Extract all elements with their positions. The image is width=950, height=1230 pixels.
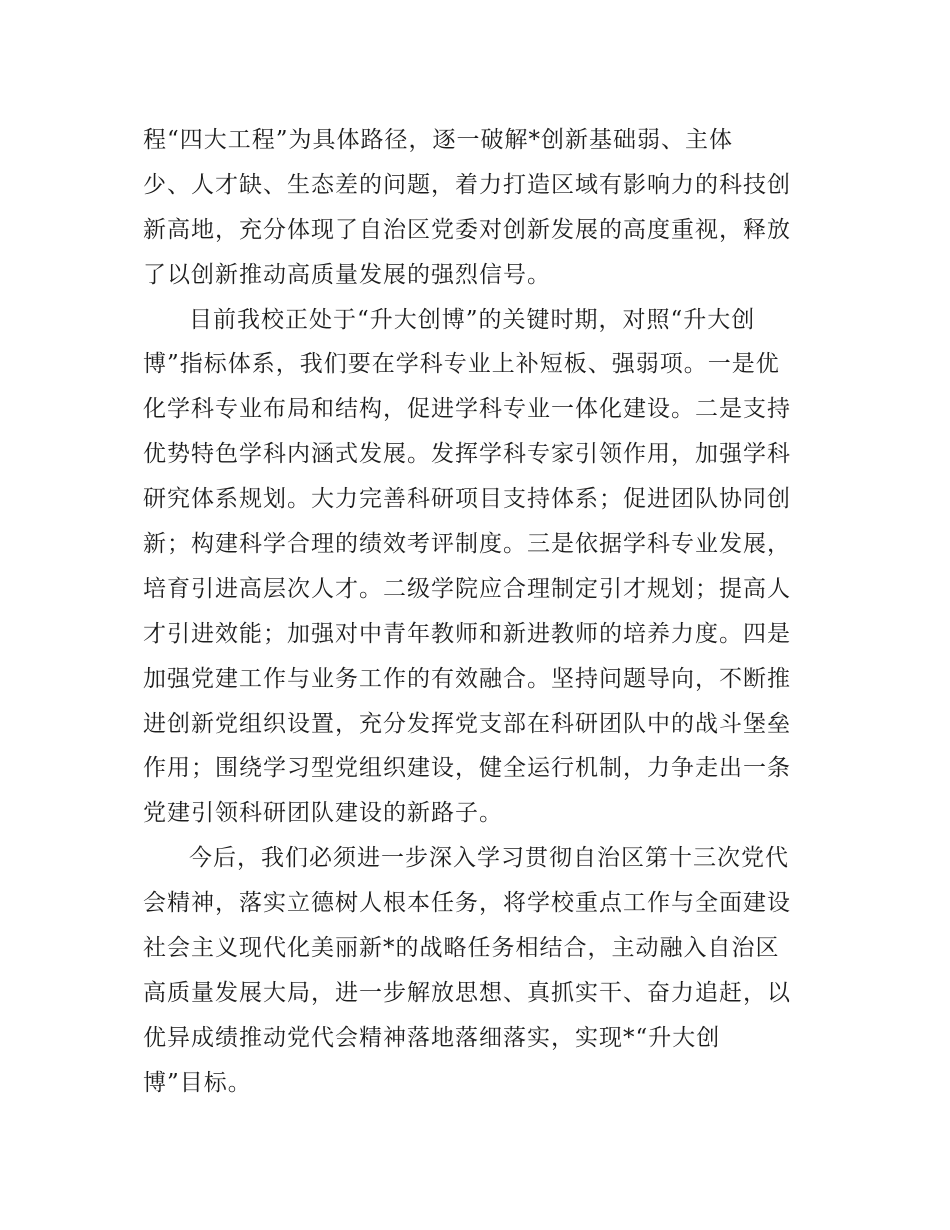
text-line: 优异成绩推动党代会精神落地落细落实，实现*“升大创 — [143, 1024, 721, 1051]
text-line: 博”目标。 — [143, 1069, 252, 1096]
text-line: 今后，我们必须进一步深入学习贯彻自治区第十三次党代 — [189, 845, 789, 872]
text-line: 社会主义现代化美丽新*的战略任务相结合，主动融入自治区 — [143, 935, 780, 962]
text-line: 优势特色学科内涵式发展。发挥学科专家引领作用，加强学科 — [143, 441, 791, 468]
text-line: 作用；围绕学习型党组织建设，健全运行机制，力争走出一条 — [143, 755, 791, 782]
text-line: 加强党建工作与业务工作的有效融合。坚持问题导向，不断推 — [143, 665, 791, 692]
text-line: 高质量发展大局，进一步解放思想、真抓实干、奋力追赶，以 — [143, 979, 791, 1006]
text-line: 化学科专业布局和结构，促进学科专业一体化建设。二是支持 — [143, 396, 791, 423]
text-line: 培育引进高层次人才。二级学院应合理制定引才规划；提高人 — [143, 575, 791, 602]
body-text — [143, 118, 823, 1106]
text-line: 程“四大工程”为具体路径，逐一破解*创新基础弱、主体 — [143, 127, 734, 153]
text-line: 了以创新推动高质量发展的强烈信号。 — [143, 261, 551, 288]
text-line: 才引进效能；加强对中青年教师和新进教师的培养力度。四是 — [143, 620, 791, 647]
text-line: 进创新党组织设置，充分发挥党支部在科研团队中的战斗堡垒 — [143, 710, 791, 737]
text-line: 少、人才缺、生态差的问题，着力打造区域有影响力的科技创 — [143, 171, 791, 198]
text-line: 新高地，充分体现了自治区党委对创新发展的高度重视，释放 — [143, 216, 791, 243]
text-line: 博”指标体系，我们要在学科专业上补短板、强弱项。一是优 — [143, 351, 780, 378]
text-line: 研究体系规划。大力完善科研项目支持体系；促进团队协同创 — [143, 486, 791, 513]
text-line: 新；构建科学合理的绩效考评制度。三是依据学科专业发展， — [143, 531, 791, 558]
text-line: 会精神，落实立德树人根本任务，将学校重点工作与全面建设 — [143, 890, 791, 917]
text-line: 党建引领科研团队建设的新路子。 — [143, 800, 503, 827]
text-line: 目前我校正处于“升大创博”的关键时期，对照“升大创 — [189, 306, 756, 333]
